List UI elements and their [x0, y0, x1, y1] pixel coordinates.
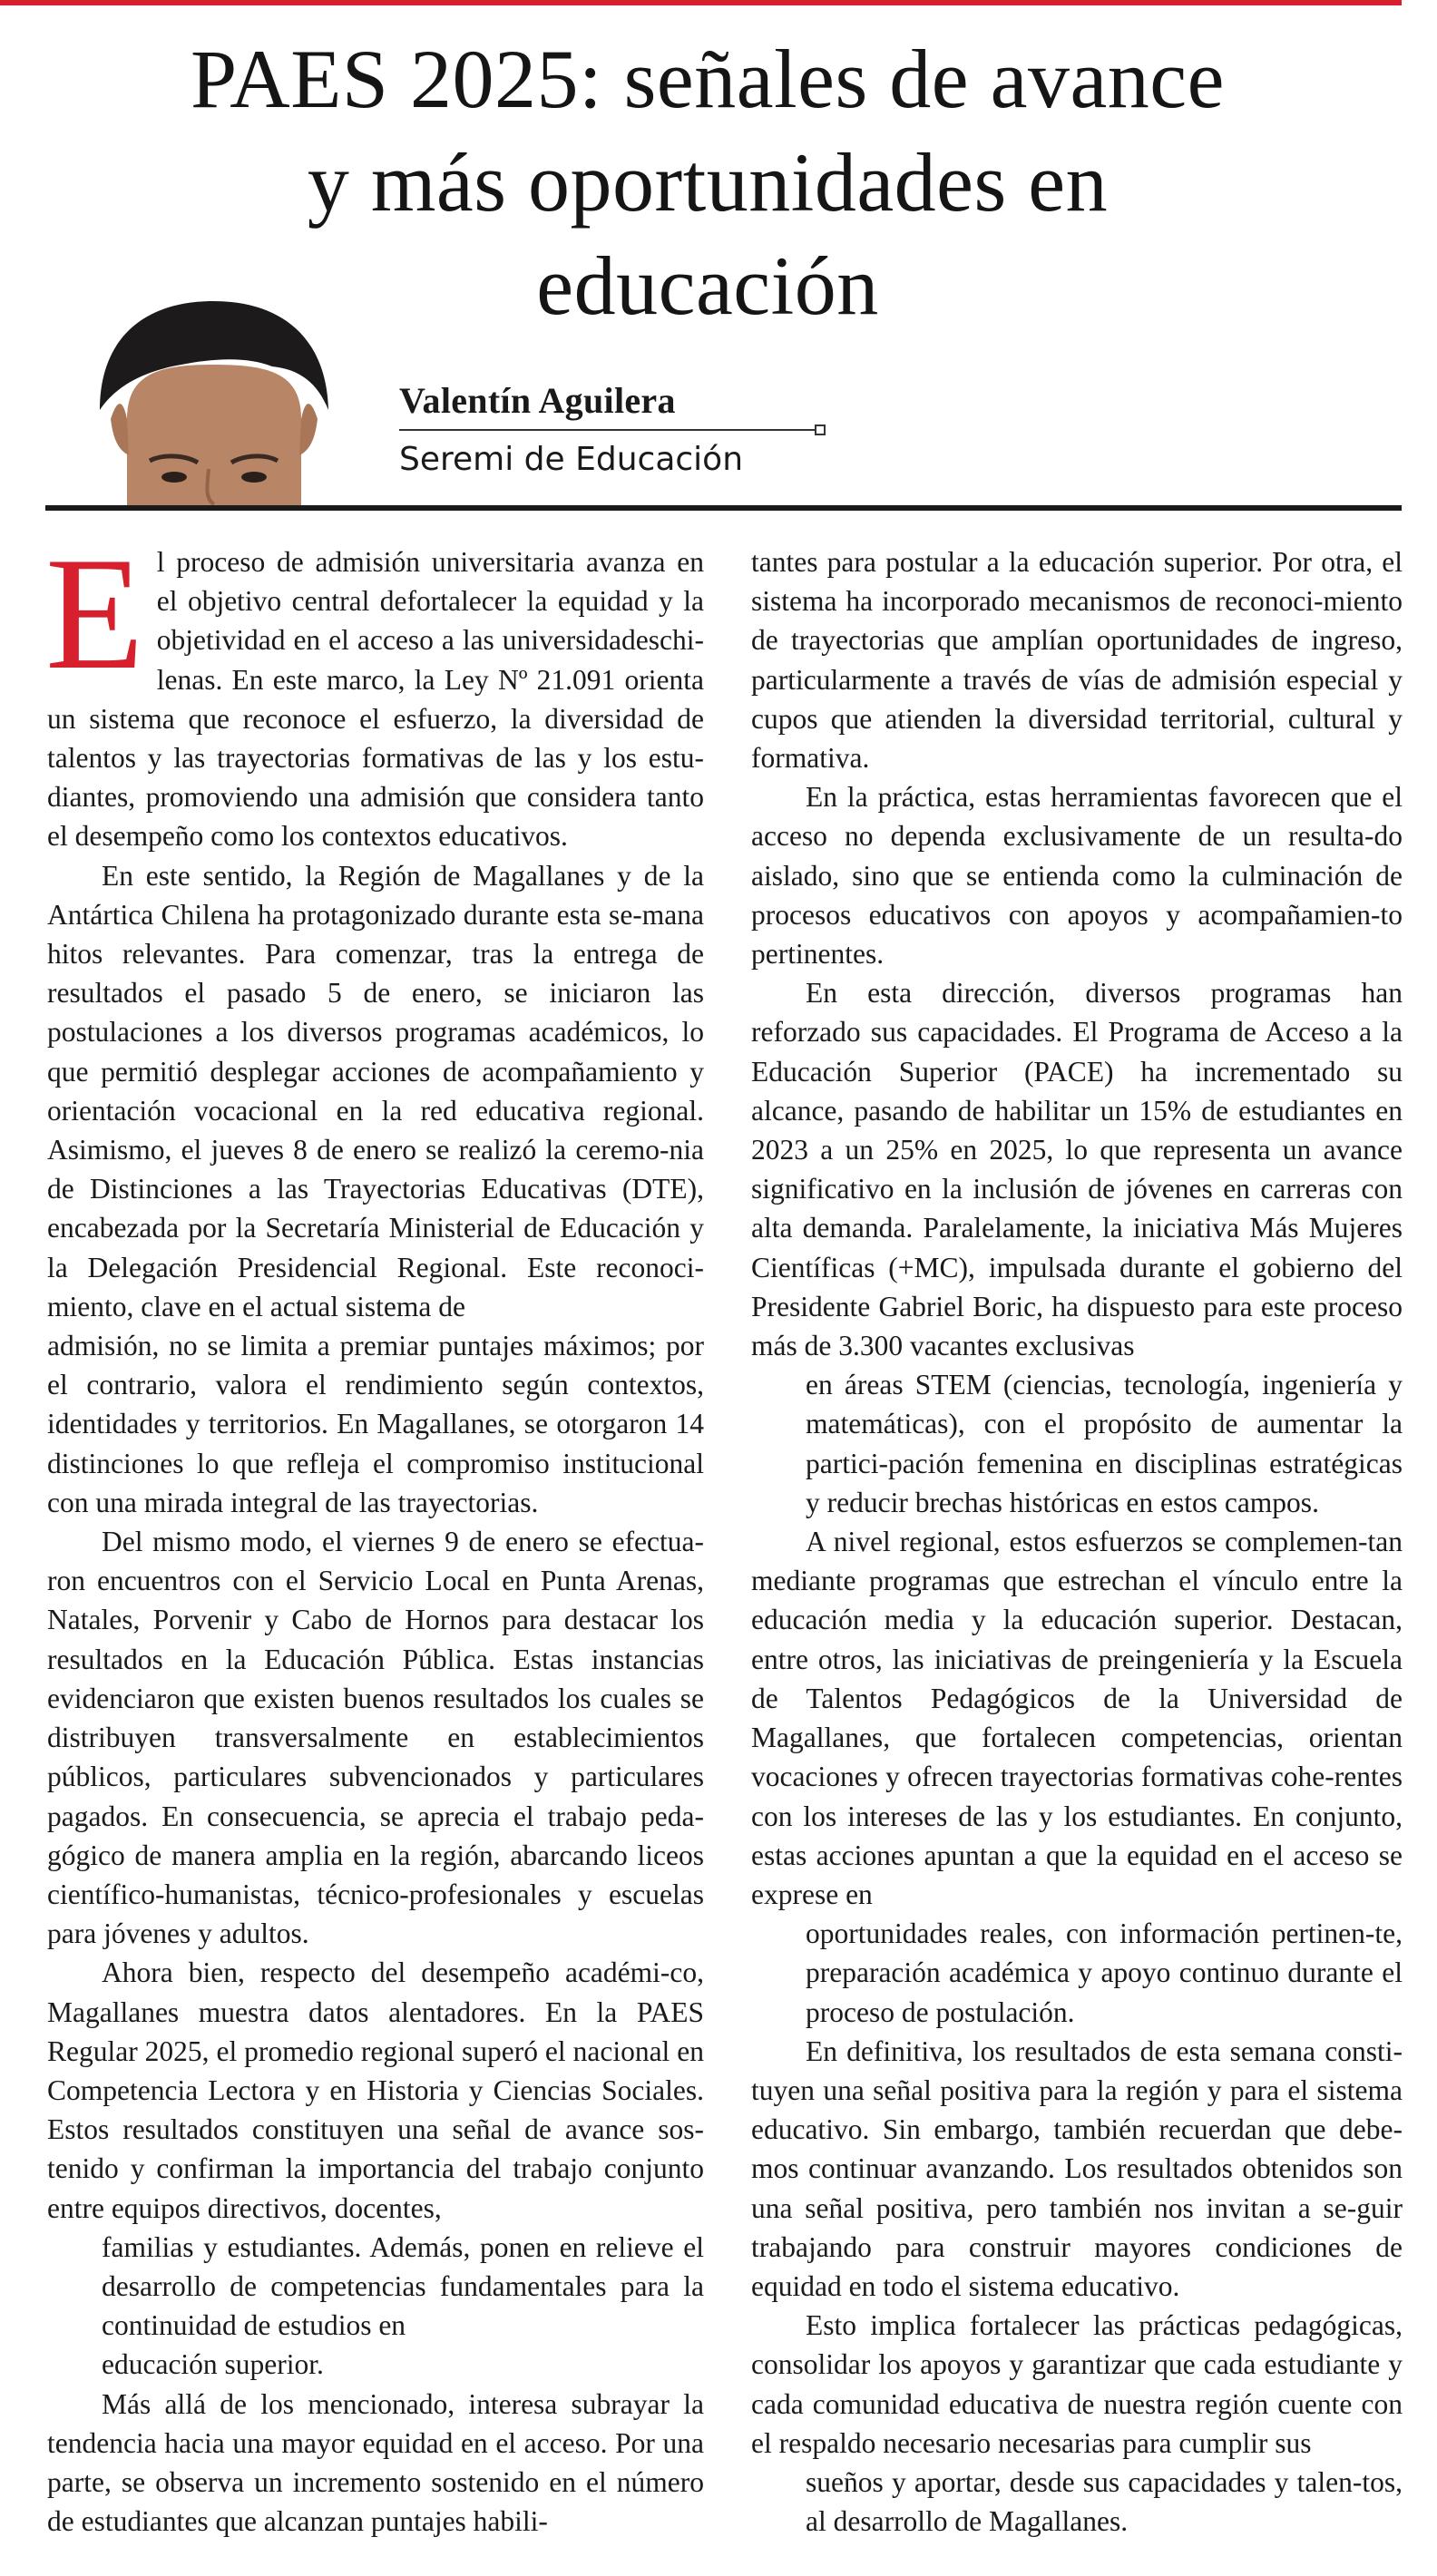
author-portrait	[64, 283, 354, 508]
article-paragraph: En definitiva, los resultados de esta semana consti-tuyen una señal positiva para la región y para el sistema educativo. Sin embargo, también recuerdan que debe-mos continuar avanzando. Los resultados obtenidos son una señal positiva, pero también nos invitan a se-guir trabajando para construir mayores condiciones de equidad en todo el sistema educativo.	[751, 2034, 1403, 2302]
drop-cap: E	[45, 523, 144, 703]
article-paragraph: familias y estudiantes. Además, ponen en relieve el desarrollo de competencias fundamentales para la continuidad de estudios en	[102, 2230, 704, 2342]
author-divider	[399, 429, 816, 431]
article-paragraph: en áreas STEM (ciencias, tecnología, ingeniería y matemáticas), con el propósito de aumentar la partici-pación femenina en disciplinas estratégicas y reducir brechas históricas en estos campos.	[806, 1369, 1403, 1518]
author-divider-end	[815, 424, 826, 435]
article-paragraph: admisión, no se limita a premiar puntajes máximos; por el contrario, valora el rendimiento según contextos, identidades y territorios. En Magallanes, se otorgaron 14 distinciones lo que refleja el compromiso institucional con una mirada integral de las trayectorias.	[47, 1330, 704, 1518]
section-divider	[45, 505, 1402, 511]
article-paragraph: Esto implica fortalecer las prácticas pedagógicas, consolidar los apoyos y garantizar que cada estudiante y cada comunidad educativa de nuestra región cuente con el respaldo necesario necesarias para cumplir sus	[751, 2309, 1403, 2459]
article-paragraph	[45, 523, 704, 856]
article-paragraph: En la práctica, estas herramientas favorecen que el acceso no dependa exclusivamente de un resulta-do aislado, sino que se entienda como la culminación de procesos educativos con apoyos y acompañamien-to pertinentes.	[751, 781, 1403, 971]
article-paragraph: Ahora bien, respecto del desempeño académi-co, Magallanes muestra datos alentadores. En la PAES Regular 2025, el promedio regional superó el nacional en Competencia Lectora y en Historia y Ciencias Sociales. Estos resultados constituyen una señal de avance sos-tenido y confirman la importancia del trabajo conjunto entre equipos directivos, docentes,	[47, 1956, 704, 2224]
article-column-left	[45, 523, 704, 2541]
article-paragraph-text: l proceso de admisión universitaria avanza en el objetivo central defortalecer la equidad y la objetividad en el acceso a las universidadeschi-lenas. En este marco, la Ley Nº 21.091 orienta un sistema que reconoce el esfuerzo, la diversidad de talentos y las trayectorias formativas de las y los estu-diantes, promoviendo una admisión que considera tanto el desempeño como los contextos educativos.	[47, 546, 704, 853]
article-paragraph: En esta dirección, diversos programas han reforzado sus capacidades. El Programa de Acceso a la Educación Superior (PACE) ha incrementado su alcance, pasando de habilitar un 15% de estudiantes en 2023 a un 25% en 2025, lo que representa un avance significativo en la inclusión de jóvenes en carreras con alta demanda. Paralelamente, la iniciativa Más Mujeres Científicas (+MC), impulsada durante el gobierno del Presidente Gabriel Boric, ha dispuesto para este proceso más de 3.300 vacantes exclusivas	[751, 977, 1403, 1362]
author-name: Valentín Aguilera	[399, 380, 676, 421]
headline-line: y más oportunidades en	[307, 136, 1109, 229]
top-accent-rule	[0, 0, 1402, 5]
article-paragraph: sueños y aportar, desde sus capacidades y talen-tos, al desarrollo de Magallanes.	[806, 2465, 1403, 2538]
article-paragraph: tantes para postular a la educación superior. Por otra, el sistema ha incorporado mecanismos de reconoci-miento de trayectorias que amplían oportunidades de ingreso, particularmente a través de vías de admisión especial y cupos que atienden la diversidad territorial, cultural y formativa.	[751, 546, 1403, 775]
article-paragraph: Más allá de los mencionado, interesa subrayar la tendencia hacia una mayor equidad en el acceso. Por una parte, se observa un incremento sostenido en el número de estudiantes que alcanzan puntajes habili-	[47, 2387, 704, 2538]
author-portrait-illustration	[64, 283, 354, 508]
article-paragraph: A nivel regional, estos esfuerzos se complemen-tan mediante programas que estrechan el vínculo entre la educación media y la educación superior. Destacan, entre otros, las iniciativas de preingeniería y la Escuela de Talentos Pedagógicos de la Universidad de Magallanes, que fortalecen competencias, orientan vocaciones y ofrecen trayectorias formativas cohe-rentes con los intereses de las y los estudiantes. En conjunto, estas acciones apuntan a que la equidad en el acceso se exprese en	[751, 1526, 1403, 1910]
article-paragraph: Del mismo modo, el viernes 9 de enero se efectua-ron encuentros con el Servicio Local en Punta Arenas, Natales, Porvenir y Cabo de Hornos para destacar los resultados en la Educación Pública. Estas instancias evidenciaron que existen buenos resultados los cuales se distribuyen transversalmente en establecimientos públicos, particulares subvencionados y particulares pagados. En consecuencia, se aprecia el trabajo peda-gógico de manera amplia en la región, abarcando liceos científico-humanistas, técnico-profesionales y escuelas para jóvenes y adultos.	[47, 1526, 704, 1950]
headline-line: PAES 2025: señales de avance	[191, 33, 1225, 125]
author-role: Seremi de Educación	[399, 441, 744, 478]
article-paragraph: En este sentido, la Región de Magallanes y de la Antártica Chilena ha protagonizado durante esta se-mana hitos relevantes. Para comenzar, tras la entrega de resultados el pasado 5 de enero, se iniciaron las postulaciones a los diversos programas académicos, lo que permitió desplegar acciones de acompañamiento y orientación vocacional en la red educativa regional. Asimismo, el jueves 8 de enero se realizó la ceremo-nia de Distinciones a las Trayectorias Educativas (DTE), encabezada por la Secretaría Ministerial de Educación y la Delegación Presidencial Regional. Este reconoci-miento, clave en el actual sistema de	[47, 859, 704, 1322]
article-paragraph: oportunidades reales, con información pertinen-te, preparación académica y apoyo continuo durante el proceso de postulación.	[806, 1917, 1403, 2028]
headline-line: educación	[536, 239, 879, 332]
article-column-right	[751, 542, 1403, 2541]
article-paragraph: educación superior.	[102, 2348, 324, 2381]
